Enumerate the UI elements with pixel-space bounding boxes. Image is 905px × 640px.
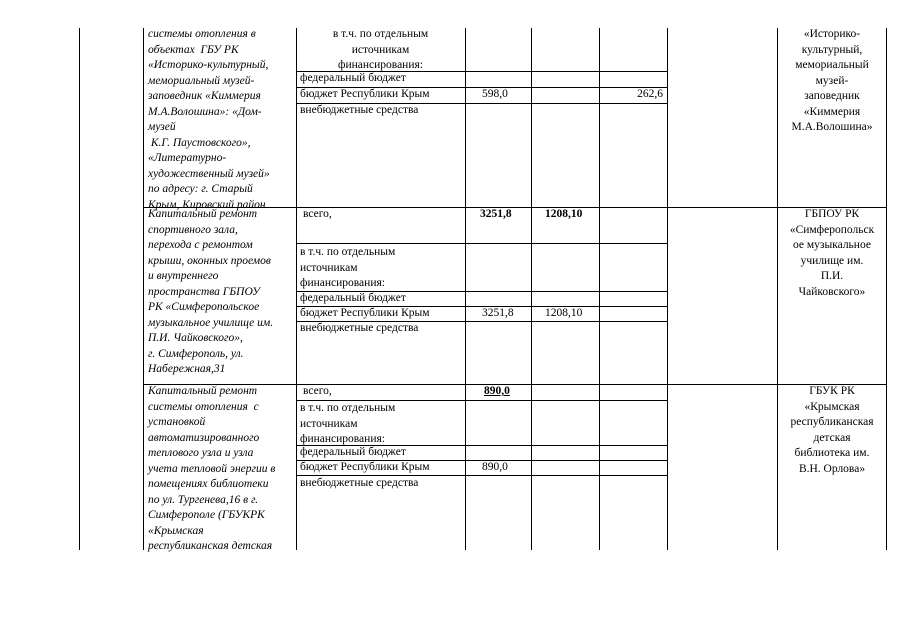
row1-offbudget-label: внебюджетные средства [300, 104, 419, 116]
row2-institution: ГБПОУ РК «Симферопольск ое музыкальное училище им. П.И. Чайковского» [789, 208, 875, 298]
row3-sub-label: в т.ч. по отдельным источникам финансирования: [300, 402, 396, 445]
row1-institution: «Историко- культурный, мемориальный музей- заповедник «Киммерия М.А.Волошина» [791, 28, 873, 133]
row2-republic-col1: 3251,8 [482, 307, 514, 319]
grid-line [599, 28, 600, 550]
row2-total-label: всего, [303, 208, 332, 220]
grid-line [296, 28, 297, 550]
grid-line [667, 28, 668, 550]
row2-republic-label: бюджет Республики Крым [300, 307, 430, 319]
row1-republic-col4: 262,6 [637, 88, 663, 100]
grid-line [531, 28, 532, 550]
row1-sub-label: в т.ч. по отдельным источникам финансирования: [332, 28, 429, 71]
row2-republic-col2: 1208,10 [545, 307, 583, 319]
row1-federal-label: федеральный бюджет [300, 72, 406, 84]
row3-total-col1: 890,0 [484, 385, 510, 397]
grid-line [143, 28, 144, 550]
row2-total-col1: 3251,8 [480, 208, 512, 220]
grid-line [465, 28, 466, 550]
row3-republic-col1: 890,0 [482, 461, 508, 473]
grid-line [79, 28, 80, 550]
row2-total-col2: 1208,10 [545, 208, 583, 220]
grid-line [296, 243, 667, 244]
row2-federal-label: федеральный бюджет [300, 292, 406, 304]
row3-description: Капитальный ремонт системы отопления с установкой автоматизированного теплового узла и узла учета тепловой энергии в помещениях библиотеки по ул. Тургенева,16 в г. Симферополе (ГБУКРК «Крымская республиканская детская [148, 385, 276, 552]
row3-total-label: всего, [303, 385, 332, 397]
row2-sub-label: в т.ч. по отдельным источникам финансирования: [300, 246, 396, 289]
row3-federal-label: федеральный бюджет [300, 446, 406, 458]
row2-offbudget-label: внебюджетные средства [300, 322, 419, 334]
row3-offbudget-label: внебюджетные средства [300, 477, 419, 489]
row1-description: системы отопления в объектах ГБУ РК «Историко-культурный, мемориальный музей- заповедник «Киммерия М.А.Волошина»: «Дом- музей К.Г. Паустовского», «Литературно- художественный музей» по адресу: г. Старый Крым, Кировский район [148, 28, 270, 211]
row1-republic-label: бюджет Республики Крым [300, 88, 430, 100]
grid-line [886, 28, 887, 550]
row2-description: Капитальный ремонт спортивного зала, перехода с ремонтом крыши, оконных проемов и внутреннего пространства ГБПОУ РК «Симферопольское музыкальное училище им. П.И. Чайковского», г. Симферополь, ул. Набережная,31 [148, 208, 274, 375]
row3-republic-label: бюджет Республики Крым [300, 461, 430, 473]
row1-republic-col1: 598,0 [482, 88, 508, 100]
row3-institution: ГБУК РК «Крымская республиканская детская библиотека им. В.Н. Орлова» [790, 385, 874, 475]
